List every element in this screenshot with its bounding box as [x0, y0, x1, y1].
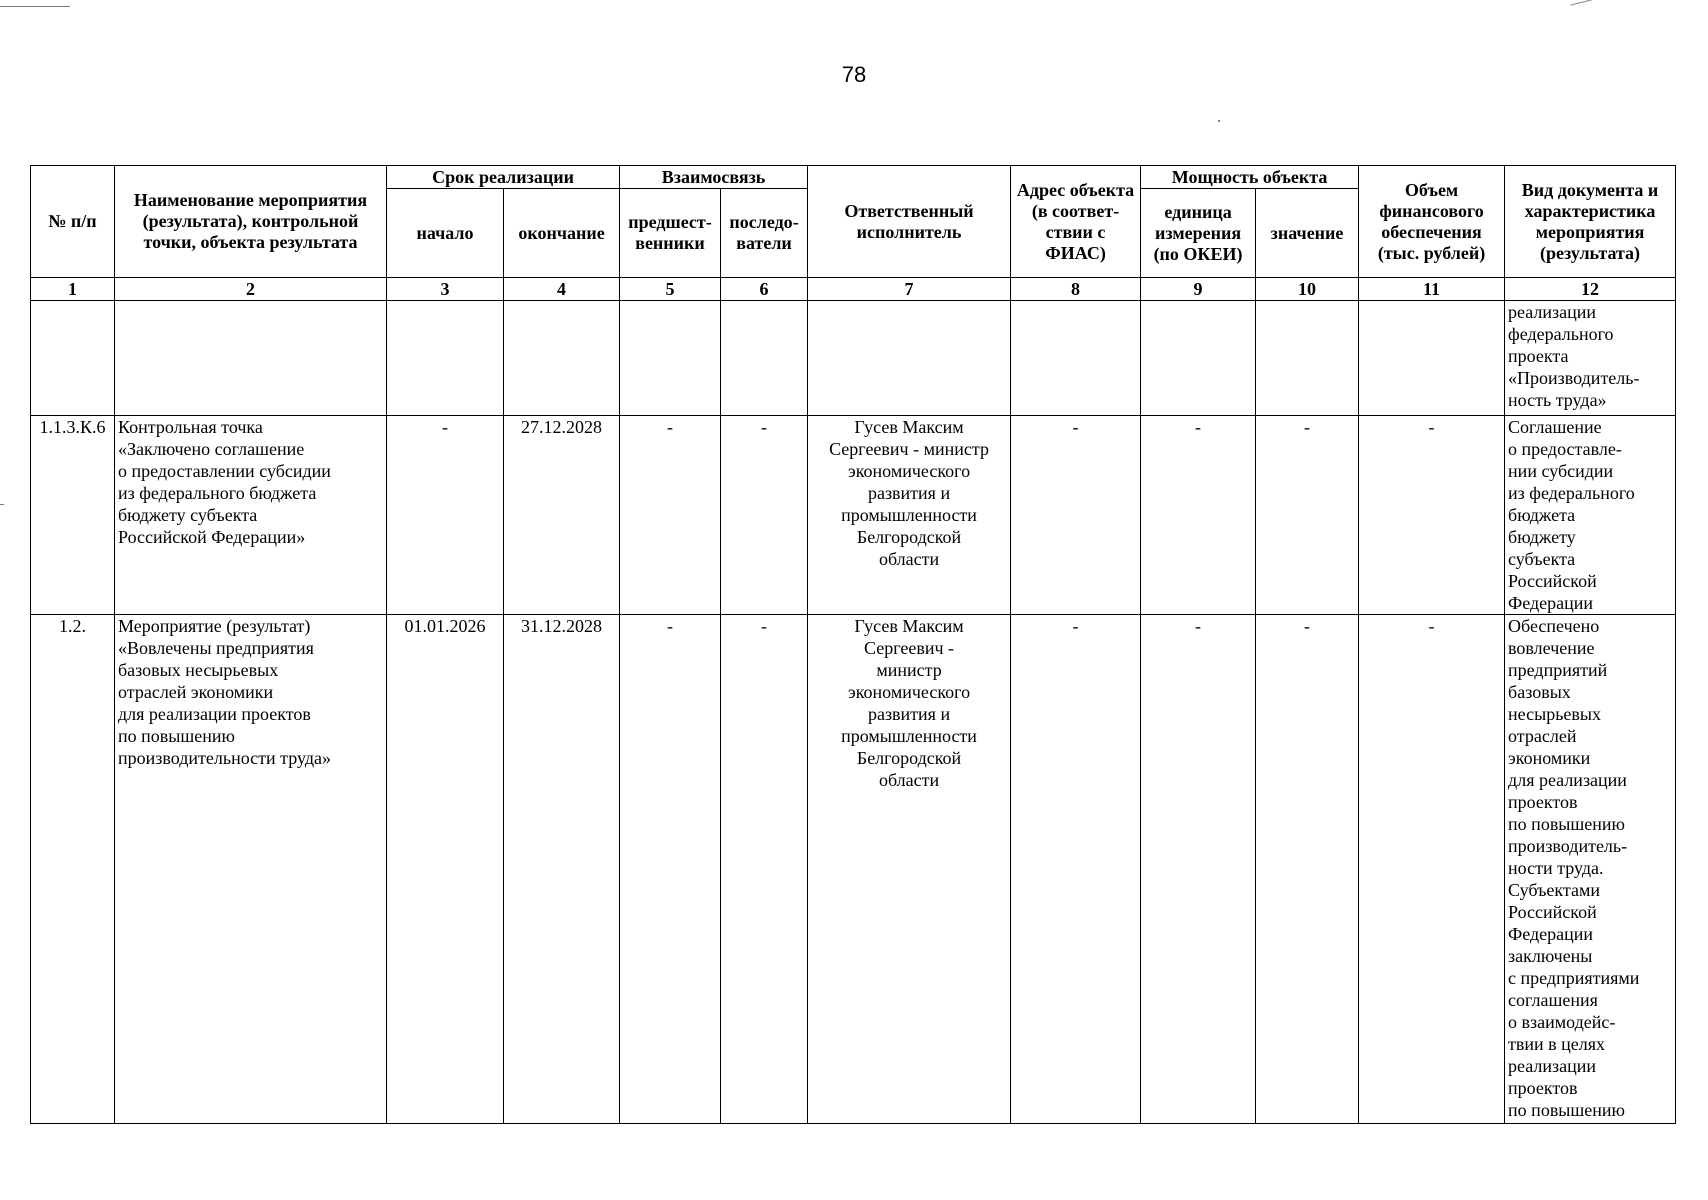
column-number: 9	[1141, 278, 1256, 301]
cell-succ: -	[721, 615, 808, 1124]
scan-corner-mark	[1570, 0, 1592, 6]
cell-unit	[1141, 301, 1256, 416]
cell-unit: -	[1141, 416, 1256, 615]
cell-start: -	[387, 416, 504, 615]
header-capacity: Мощность объекта	[1141, 166, 1359, 189]
header-funding: Объем финансового обеспечения (тыс. рублей)	[1359, 166, 1505, 278]
cell-address: -	[1011, 615, 1141, 1124]
cell-start: 01.01.2026	[387, 615, 504, 1124]
cell-doc: Соглашение о предоставле- нии субсидии из федерального бюджета бюджету субъекта Российской Федерации	[1505, 416, 1676, 615]
header-relation-succ: последователи	[721, 189, 808, 278]
scan-speck	[1218, 120, 1220, 122]
cell-num	[31, 301, 115, 416]
header-term-end: окончание	[504, 189, 620, 278]
cell-name	[115, 301, 387, 416]
cell-address	[1011, 301, 1141, 416]
column-number-row	[31, 278, 1676, 301]
cell-end	[504, 301, 620, 416]
header-relation: Взаимосвязь	[620, 166, 808, 189]
header-capacity-value: значение	[1256, 189, 1359, 278]
page-number: 78	[841, 62, 867, 87]
header-row-top	[31, 166, 1676, 189]
cell-name: Мероприятие (результат) «Вовлечены предприятия базовых несырьевых отраслей экономики для реализации проектов по повышению производительности труда»	[115, 615, 387, 1124]
cell-funding: -	[1359, 416, 1505, 615]
cell-executor	[808, 301, 1011, 416]
header-address: Адрес объекта (в соответствии с ФИАС)	[1011, 166, 1141, 278]
header-executor: Ответственный исполнитель	[808, 166, 1011, 278]
column-number: 10	[1256, 278, 1359, 301]
cell-executor: Гусев Максим Сергеевич - министр экономического развития и промышленности Белгородской области	[808, 416, 1011, 615]
cell-pred: -	[620, 615, 721, 1124]
cell-funding	[1359, 301, 1505, 416]
header-term: Срок реализации	[387, 166, 620, 189]
column-number: 2	[115, 278, 387, 301]
cell-address: -	[1011, 416, 1141, 615]
cell-start	[387, 301, 504, 416]
cell-name: Контрольная точка «Заключено соглашение о предоставлении субсидии из федерального бюджета бюджету субъекта Российской Федерации»	[115, 416, 387, 615]
cell-funding: -	[1359, 615, 1505, 1124]
header-name: Наименование мероприятия (результата), контрольной точки, объекта результата	[115, 166, 387, 278]
cell-unit: -	[1141, 615, 1256, 1124]
cell-succ: -	[721, 416, 808, 615]
cell-value: -	[1256, 416, 1359, 615]
table-row	[31, 301, 1676, 416]
column-number: 4	[504, 278, 620, 301]
scan-top-rule	[0, 6, 70, 7]
header-capacity-unit: единица измерения (по ОКЕИ)	[1141, 189, 1256, 278]
cell-end: 31.12.2028	[504, 615, 620, 1124]
cell-value: -	[1256, 615, 1359, 1124]
cell-executor: Гусев Максим Сергеевич - министр экономического развития и промышленности Белгородской области	[808, 615, 1011, 1124]
column-number: 8	[1011, 278, 1141, 301]
column-number: 12	[1505, 278, 1676, 301]
cell-num: 1.1.3.К.6	[31, 416, 115, 615]
column-number: 1	[31, 278, 115, 301]
table-row	[31, 416, 1676, 615]
column-number: 6	[721, 278, 808, 301]
scan-edge-mark	[0, 504, 4, 505]
header-doc-type: Вид документа и характеристика мероприятия (результата)	[1505, 166, 1676, 278]
cell-doc: Обеспечено вовлечение предприятий базовых несырьевых отраслей экономики для реализации проектов по повышению производитель- ности труда. Субъектами Российской Федерации заключены с предприятиями соглашения о взаимодейс- твии в целях реализации проектов по повышению	[1505, 615, 1676, 1124]
cell-doc: реализации федерального проекта «Производитель- ность труда»	[1505, 301, 1676, 416]
cell-pred	[620, 301, 721, 416]
table-row	[31, 615, 1676, 1124]
cell-end: 27.12.2028	[504, 416, 620, 615]
header-relation-pred: предшественники	[620, 189, 721, 278]
column-number: 7	[808, 278, 1011, 301]
column-number: 11	[1359, 278, 1505, 301]
cell-value	[1256, 301, 1359, 416]
column-number: 3	[387, 278, 504, 301]
header-num: № п/п	[31, 166, 115, 278]
header-term-start: начало	[387, 189, 504, 278]
column-number: 5	[620, 278, 721, 301]
cell-pred: -	[620, 416, 721, 615]
cell-num: 1.2.	[31, 615, 115, 1124]
measures-table	[30, 165, 1676, 1124]
cell-succ	[721, 301, 808, 416]
